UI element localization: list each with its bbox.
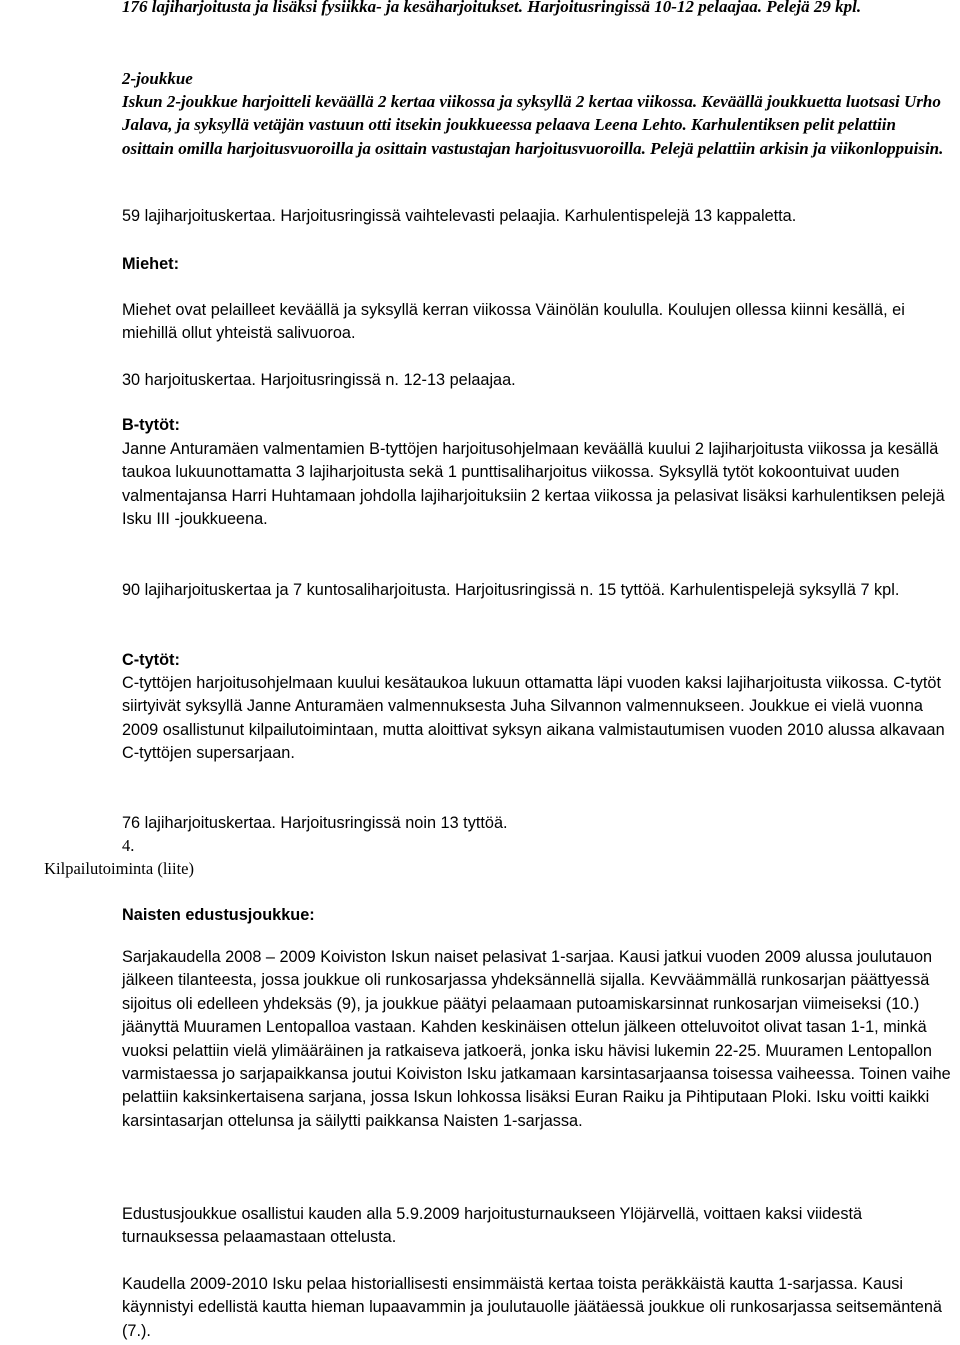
women-paragraph-1: Sarjakaudella 2008 – 2009 Koiviston Iskun naiset pelasivat 1-sarjaa. Kausi jatkui vuoden 2009 alussa joulutauon jälkeen tilanteesta, jossa joukkue oli runkosarjassa yhdeksännellä sijalla. Kevväämmällä runkosarjan päättyessä sijoitus oli edelleen yhdeksäs (9), ja joukkue päätyi pelaamaan putoamiskarsinnat runkosarjan viimeiseksi (10.) jäänyttä Muuramen Lentopalloa vastaan. Kahden keskinäisen ottelun jälkeen otteluvoitot olivat tasan 1-1, minkä vuoksi pelattiin vielä ylimääräinen ja ratkaiseva jatkoerä, jonka isku hävisi lukemin 22-25. Muuramen Lentopallon varmistaessa jo sarjapaikkansa joutui Koiviston Isku jatkamaan karsintasarjaansa toisessa vaiheessa. Toinen vaihe pelattiin kaksinkertaisena sarjana, jossa Iskun lohkossa lisäksi Euran Raiku ja Pihtiputaan Ploki. Isku voitti kaikki karsintasarjan ottelunsa ja säilytti paikkansa Naisten 1-sarjassa. [122,948,951,1130]
men-stats: 30 harjoituskertaa. Harjoitusringissä n. 12-13 pelaajaa. [122,371,516,389]
men-paragraph: Miehet ovat pelailleet keväällä ja syksyllä kerran viikossa Väinölän koululla. Koulujen ollessa kiinni kesällä, ei miehillä ollut yhteistä salivuoroa. [122,301,905,343]
team2-paragraph: Iskun 2-joukkue harjoitteli keväällä 2 kertaa viikossa ja syksyllä 2 kertaa viikossa. Keväällä joukkuetta luotsasi Urho Jalava, ja syksyllä vetäjän vastuun otti itsekin joukkueessa pelaava Leena Lehto. Karhulentiksen pelit pelattiin osittain omilla harjoitusvuoroilla ja osittain vastustajan harjoitusvuoroilla. Pelejä pelattiin arkisin ja viikonloppuisin. [122,92,944,158]
c-girls-paragraph: C-tyttöjen harjoitusohjelmaan kuului kesätaukoa lukuun ottamatta läpi vuoden kaksi lajiharjoitusta viikossa. C-tytöt siirtyivät syksyllä Janne Anturamäen valmennuksesta Juha Silvannon valmennukseen. Joukkue ei vielä vuonna 2009 osallistunut kilpailutoimintaan, mutta aloittivat syksyn aikana valmistautumisen vuoden 2010 alussa alkavaan C-tyttöjen supersarjaan. [122,674,945,763]
intro-paragraph: 176 lajiharjoitusta ja lisäksi fysiikka- ja kesäharjoitukset. Harjoitusringissä 10-12 pelaajaa. Pelejä 29 kpl. [122,0,862,16]
women-heading: Naisten edustusjoukkue: [122,906,315,924]
b-girls-stats: 90 lajiharjoituskertaa ja 7 kuntosaliharjoitusta. Harjoitusringissä n. 15 tyttöä. Karhulentispelejä syksyllä 7 kpl. [122,581,900,599]
b-girls-heading: B-tytöt: [122,416,180,434]
c-girls-heading: C-tytöt: [122,651,180,669]
women-paragraph-2: Edustusjoukkue osallistui kauden alla 5.9.2009 harjoitusturnaukseen Ylöjärvellä, voittaen kaksi viidestä turnauksessa pelaamastaan ottelusta. [122,1205,863,1247]
men-heading: Miehet: [122,255,179,273]
section-title: Kilpailutoiminta (liite) [44,859,194,878]
b-girls-paragraph: Janne Anturamäen valmentamien B-tyttöjen harjoitusohjelmaan keväällä kuului 2 lajiharjoitusta viikossa ja kesällä taukoa lukuunottamatta 3 lajiharjoitusta sekä 1 punttisaliharjoitus viikossa. Syksyllä tytöt kokoontuivat uuden valmentajansa Harri Huhtamaan johdolla lajiharjoituksiin 2 kertaa viikossa ja pelasivat lisäksi karhulentiksen pelejä Isku III -joukkueena. [122,440,945,529]
team2-stats: 59 lajiharjoituskertaa. Harjoitusringissä vaihtelevasti pelaajia. Karhulentispelejä 13 kappaletta. [122,207,797,225]
women-paragraph-3: Kaudella 2009-2010 Isku pelaa historiallisesti ensimmäistä kertaa toista peräkkäistä kautta 1-sarjassa. Kausi käynnistyi edellistä kautta hieman lupaavammin ja joulutauolle jäätäessä joukkue oli runkosarjassa seitsemäntenä (7.). [122,1275,942,1340]
team2-heading: 2-joukkue [122,69,193,88]
c-girls-stats: 76 lajiharjoituskertaa. Harjoitusringissä noin 13 tyttöä. [122,814,508,832]
section-number: 4. [122,836,135,855]
